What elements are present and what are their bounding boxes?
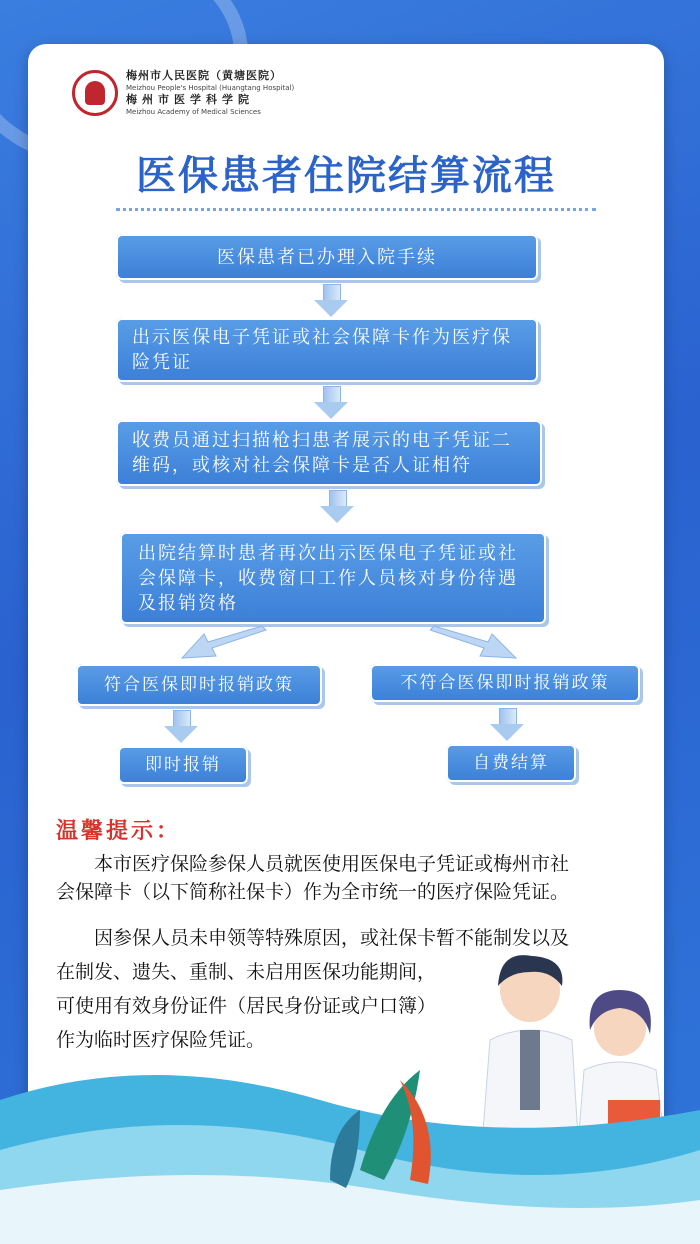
tip-para2-line2: 在制发、遗失、重制、未启用医保功能期间， [56, 962, 437, 983]
branch-right-label: 不符合医保即时报销政策 [400, 672, 610, 693]
wave-decoration [0, 1060, 700, 1244]
page-title: 医保患者住院结算流程 [136, 153, 556, 199]
tip-para2-line3: 可使用有效身份证件（居民身份证或户口簿） [56, 996, 437, 1017]
flow-step-3-label: 收费员通过扫描枪扫患者展示的电子凭证二维码，或核对社会保障卡是否人证相符 [132, 430, 512, 476]
result-right-label: 自费结算 [473, 752, 549, 773]
flow-step-1-label: 医保患者已办理入院手续 [217, 246, 437, 268]
branch-right [370, 664, 640, 702]
result-left-label: 即时报销 [145, 754, 221, 775]
flow-step-4-label: 出院结算时患者再次出示医保电子凭证或社会保障卡，收费窗口工作人员核对身份待遇及报销资格 [138, 542, 518, 614]
tips-heading: 温馨提示： [56, 819, 182, 844]
flow-step-2 [116, 318, 538, 382]
org-name-2-en: Meizhou Academy of Medical Sciences [126, 108, 261, 116]
down-arrow-icon [314, 386, 348, 420]
branch-left-arrow-icon [178, 626, 268, 666]
branch-left [76, 664, 322, 706]
result-left [118, 746, 248, 784]
tip-para1-line2: 会保障卡（以下简称社保卡）作为全市统一的医疗保险凭证。 [56, 882, 570, 903]
hospital-logo-icon [72, 70, 118, 116]
tip-para1-line1: 本市医疗保险参保人员就医使用医保电子凭证或梅州市社 [94, 854, 570, 875]
title-divider [116, 208, 596, 211]
down-arrow-icon [164, 710, 198, 744]
flow-step-3 [116, 420, 542, 486]
org-name-2: 梅州市医学科学院 [126, 93, 254, 106]
tip-para2-line1: 因参保人员未申领等特殊原因，或社保卡暂不能制发以及 [94, 928, 570, 949]
down-arrow-icon [314, 284, 348, 318]
org-name-1: 梅州市人民医院（黄塘医院） [126, 69, 282, 82]
flow-step-4 [120, 532, 546, 624]
branch-left-label: 符合医保即时报销政策 [104, 674, 294, 695]
org-name-1-en: Meizhou People's Hospital (Huangtang Hospital) [126, 84, 295, 92]
down-arrow-icon [320, 490, 354, 524]
flow-step-1 [116, 234, 538, 280]
branch-right-arrow-icon [430, 626, 520, 666]
hospital-name [126, 70, 294, 118]
flow-step-2-label: 出示医保电子凭证或社会保障卡作为医疗保险凭证 [132, 327, 512, 373]
result-right [446, 744, 576, 782]
tip-para2-line4: 作为临时医疗保险凭证。 [56, 1030, 266, 1051]
down-arrow-icon [490, 708, 524, 742]
